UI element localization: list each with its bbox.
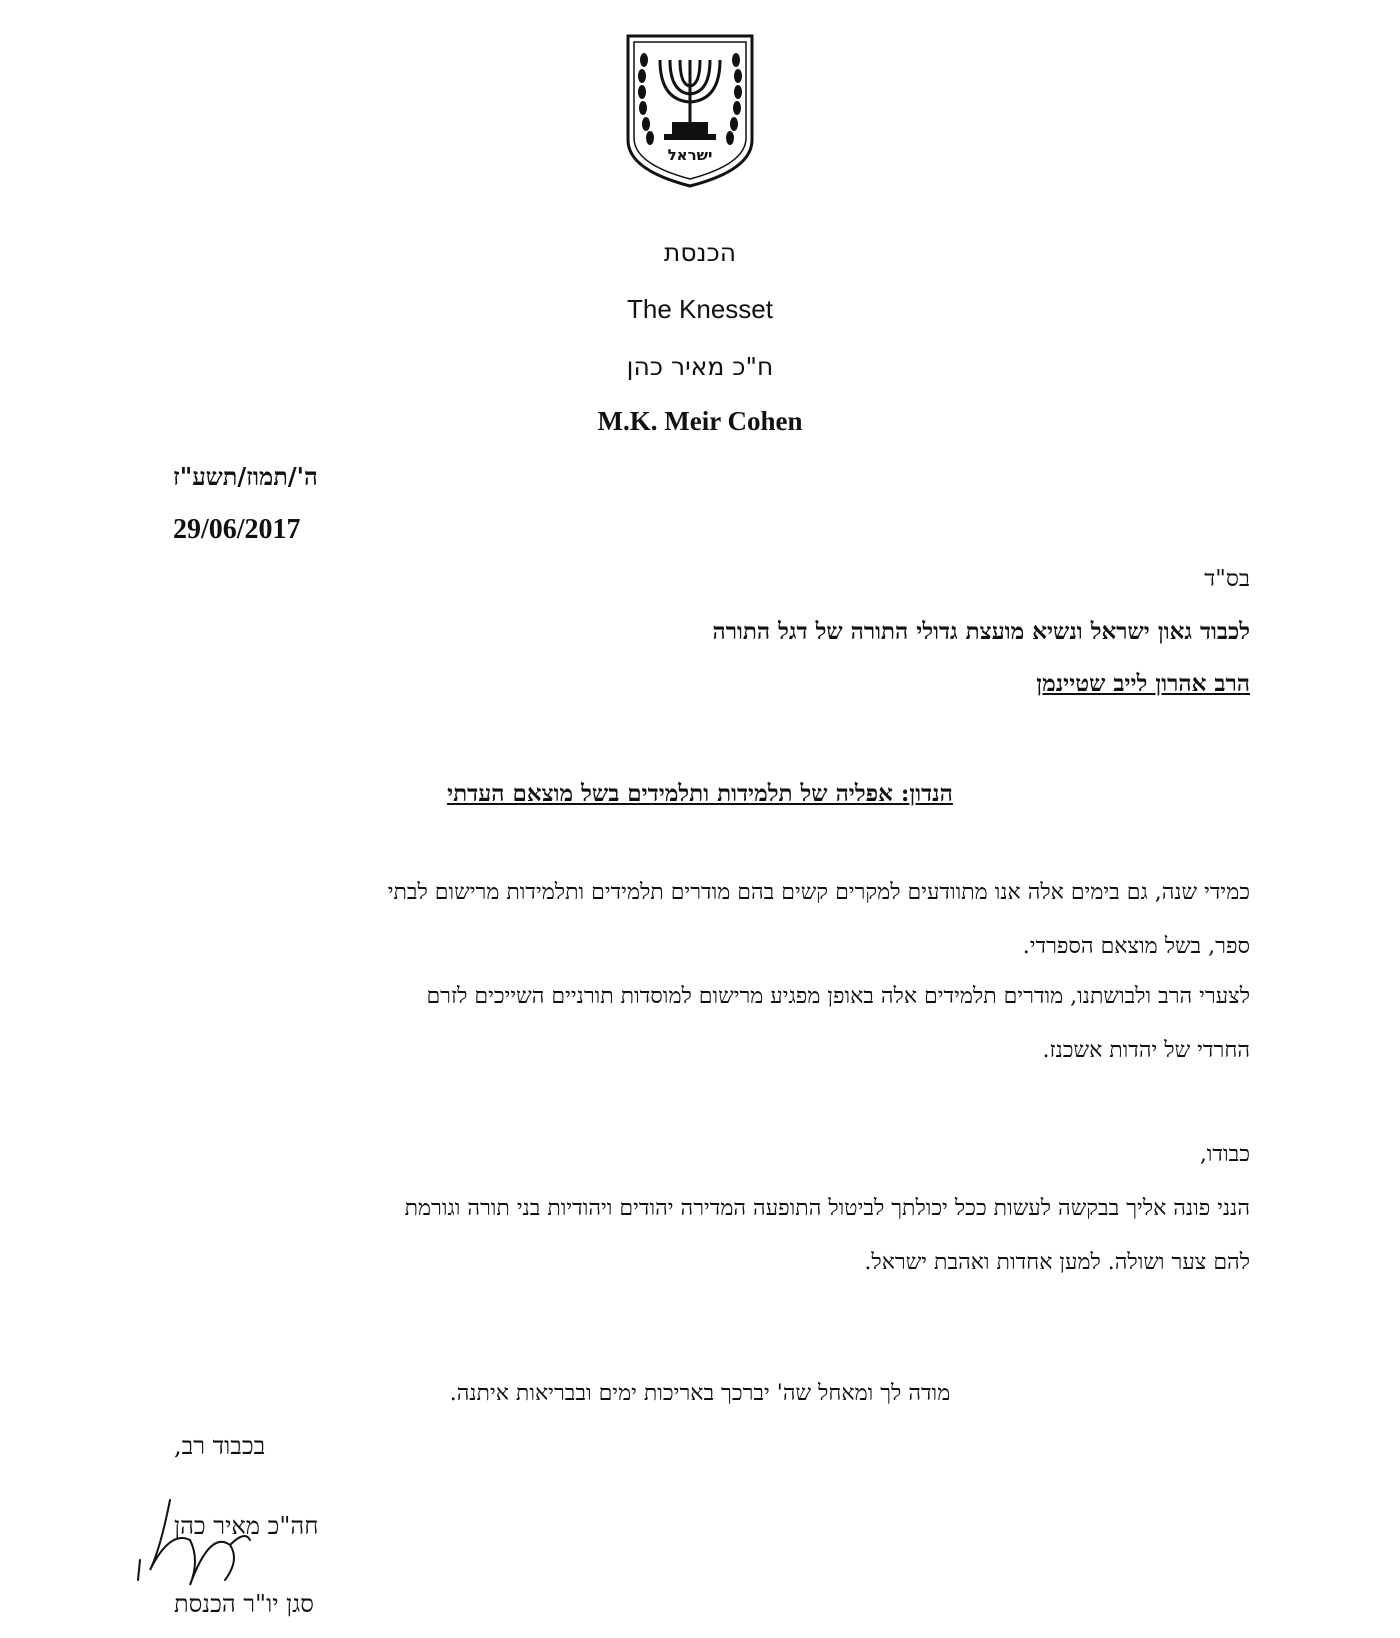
subject-line: הנדון: אפליה של תלמידות ותלמידים בשל מוצאם העדתי — [447, 780, 953, 807]
signer-title: סגן יו"ר הכנסת — [174, 1590, 314, 1618]
mk-name-english: M.K. Meir Cohen — [597, 406, 803, 436]
state-emblem-icon — [620, 30, 760, 190]
body-paragraph-2 — [180, 970, 1250, 1078]
org-name-hebrew: הכנסת — [663, 238, 737, 267]
body-line: החרדי של יהדות אשכנז. — [1042, 1038, 1250, 1063]
bsd-mark: בס"ד — [1204, 566, 1250, 592]
body-line: כמידי שנה, גם בימים אלה אנו מתוודעים למקרים קשים בהם מודרים תלמידים ותלמידות מרישום לבתי — [387, 880, 1250, 905]
handwritten-signature-icon — [130, 1490, 260, 1600]
org-name-english: The Knesset — [627, 294, 773, 324]
body-line: להם צער ושולה. למען אחדות ואהבת ישראל. — [864, 1250, 1250, 1275]
recipient-line-1: לכבוד גאון ישראל ונשיא מועצת גדולי התורה של דגל התורה — [712, 618, 1250, 645]
date-gregorian: 29/06/2017 — [173, 514, 301, 545]
mk-name-hebrew: ח"כ מאיר כהן — [626, 352, 774, 381]
emblem-caption: ישראל — [667, 146, 713, 164]
recipient-line-2: הרב אהרון לייב שטיינמן — [1036, 670, 1250, 697]
body-paragraph-1 — [180, 866, 1250, 974]
body-line: לצערי הרב ולבושתנו, מודרים תלמידים אלה באופן מפגיע מרישום למוסדות תורניים השייכים לזרם — [426, 984, 1250, 1009]
body-line: הנני פונה אליך בבקשה לעשות ככל יכולתך לביטול התופעה המדירה יהודים ויהודיות בני תורה וגורמת — [404, 1196, 1250, 1221]
date-hebrew: ה'/תמוז/תשע"ז — [173, 462, 318, 491]
closing-blessing: מודה לך ומאחל שה' יברכך באריכות ימים ובבריאות איתנה. — [449, 1381, 951, 1406]
body-line: כבודו, — [1199, 1142, 1250, 1167]
signer-name: חה"כ מאיר כהן — [174, 1512, 319, 1540]
regards: בכבוד רב, — [174, 1432, 266, 1460]
body-paragraph-3 — [180, 1128, 1250, 1290]
body-line: ספר, בשל מוצאם הספרדי. — [1022, 934, 1250, 959]
